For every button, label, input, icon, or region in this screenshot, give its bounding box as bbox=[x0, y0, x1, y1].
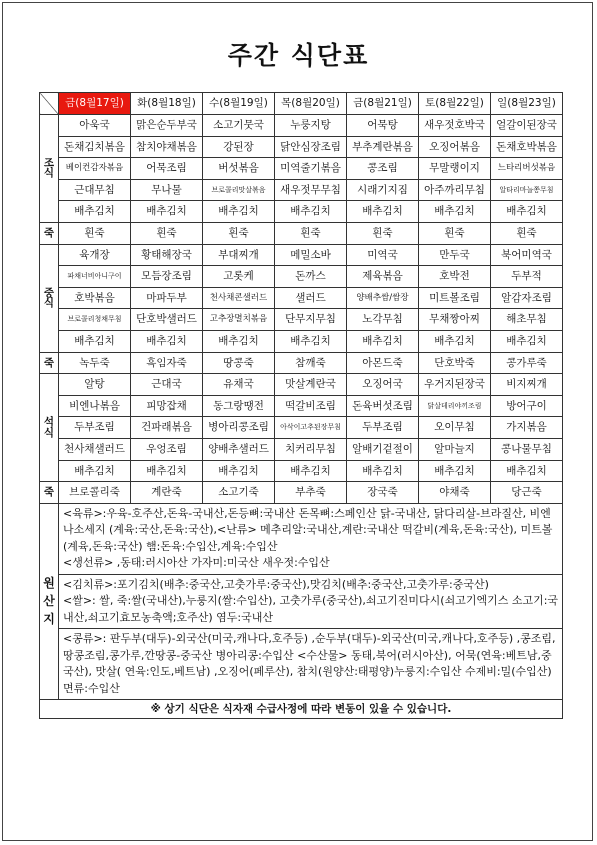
corner-diagonal-cell bbox=[40, 93, 59, 115]
menu-item: 피망잡채 bbox=[131, 395, 203, 417]
breakfast-porridge-row bbox=[40, 222, 563, 244]
menu-item: 알마늘지 bbox=[419, 438, 491, 460]
porridge-item: 흰죽 bbox=[275, 222, 347, 244]
porridge-item: 흰죽 bbox=[347, 222, 419, 244]
menu-item: 돈채호박볶음 bbox=[491, 136, 563, 158]
menu-item: 새우젓호박국 bbox=[419, 115, 491, 137]
menu-item: 만두국 bbox=[419, 244, 491, 266]
menu-item: 근대국 bbox=[131, 374, 203, 396]
origin-text bbox=[59, 503, 563, 574]
menu-item: 두부조림 bbox=[59, 417, 131, 439]
menu-item: 배추김치 bbox=[275, 201, 347, 223]
menu-item: 해초무침 bbox=[491, 309, 563, 331]
menu-item: 소고기뭇국 bbox=[203, 115, 275, 137]
menu-item: 배추김치 bbox=[347, 330, 419, 352]
porridge-item: 흰죽 bbox=[131, 222, 203, 244]
menu-item: 배추김치 bbox=[203, 201, 275, 223]
breakfast-row bbox=[40, 158, 563, 180]
menu-item: 돈육버섯조림 bbox=[347, 395, 419, 417]
menu-item: 마파두부 bbox=[131, 287, 203, 309]
porridge-item: 흰죽 bbox=[203, 222, 275, 244]
menu-item: 오이무침 bbox=[419, 417, 491, 439]
porridge-item: 아몬드죽 bbox=[347, 352, 419, 374]
menu-item: 미트볼조림 bbox=[419, 287, 491, 309]
menu-item: 미역국 bbox=[347, 244, 419, 266]
menu-item: 돈채김치볶음 bbox=[59, 136, 131, 158]
menu-item: 배추김치 bbox=[419, 201, 491, 223]
dinner-row bbox=[40, 438, 563, 460]
porridge-item: 브로콜리죽 bbox=[59, 482, 131, 504]
menu-item: 유채국 bbox=[203, 374, 275, 396]
dinner-row bbox=[40, 374, 563, 396]
menu-item: 아주까리무침 bbox=[419, 179, 491, 201]
menu-item: 버섯볶음 bbox=[203, 158, 275, 180]
menu-item: 느타리버섯볶음 bbox=[491, 158, 563, 180]
menu-item: 알배기겉절이 bbox=[347, 438, 419, 460]
origin-text bbox=[59, 629, 563, 700]
menu-item: 단호박샐러드 bbox=[131, 309, 203, 331]
menu-item: 양배추샐러드 bbox=[203, 438, 275, 460]
menu-item: 맛살계란국 bbox=[275, 374, 347, 396]
origin-label: 원 산 지 bbox=[40, 503, 59, 700]
menu-item: 파채너비아니구이 bbox=[59, 266, 131, 288]
menu-item: 아삭이고추된장무침 bbox=[275, 417, 347, 439]
lunch-row bbox=[40, 244, 563, 266]
porridge-item: 단호박죽 bbox=[419, 352, 491, 374]
menu-item: 배추김치 bbox=[59, 330, 131, 352]
porridge-item: 야채죽 bbox=[419, 482, 491, 504]
menu-item: 단무지무침 bbox=[275, 309, 347, 331]
menu-item: 노각무침 bbox=[347, 309, 419, 331]
menu-item: 동그랑땡전 bbox=[203, 395, 275, 417]
origin-line: <생선류> ,동태:러시아산 가자미:미국산 새우젓:수입산 bbox=[63, 556, 330, 570]
menu-item: 아욱국 bbox=[59, 115, 131, 137]
lunch-row bbox=[40, 309, 563, 331]
menu-item: 참치야채볶음 bbox=[131, 136, 203, 158]
day-header: 금(8월21일) bbox=[347, 93, 419, 115]
menu-item: 배추김치 bbox=[419, 460, 491, 482]
origin-line: <김치류>:포기김치(배추:중국산,고춧가루:중국산),맛김치(배추:중국산,고춧가루:중국산) bbox=[63, 577, 489, 591]
origin-text bbox=[59, 574, 563, 629]
origin-line: <콩류>: 판두부(대두)-외국산(미국,캐나다,호주등) ,순두부(대두)-외국산(미국,캐나다,호주등) ,콩조림,땅콩조림,콩가루,깐땅콩-중국산 병아리콩:수입산 <수산물> 동태,북어(러시아산), 어묵(연육:베트남,중국산), 맛살( 연육:인도,베트남) ,오징어(페루산), 참치(원양산:태평양)누룽지:수입산 수제비:밀(수입산) 면류:수입산 bbox=[63, 632, 556, 695]
menu-item: 우거지된장국 bbox=[419, 374, 491, 396]
menu-item: 양배추쌈/쌈장 bbox=[347, 287, 419, 309]
lunch-porridge-row bbox=[40, 352, 563, 374]
menu-item: 배추김치 bbox=[419, 330, 491, 352]
menu-item: 무채짱아찌 bbox=[419, 309, 491, 331]
menu-item: 비엔나볶음 bbox=[59, 395, 131, 417]
menu-item: 배추김치 bbox=[59, 201, 131, 223]
menu-item: 시래기지짐 bbox=[347, 179, 419, 201]
lunch-row bbox=[40, 287, 563, 309]
menu-item: 배추김치 bbox=[131, 460, 203, 482]
menu-item: 맑은순두부국 bbox=[131, 115, 203, 137]
porridge-item: 소고기죽 bbox=[203, 482, 275, 504]
menu-item: 샐러드 bbox=[275, 287, 347, 309]
menu-item: 두부적 bbox=[491, 266, 563, 288]
day-header-row bbox=[40, 93, 563, 115]
dinner-row bbox=[40, 417, 563, 439]
menu-item: 호박볶음 bbox=[59, 287, 131, 309]
porridge-label: 죽 bbox=[40, 482, 59, 504]
origin-row bbox=[40, 574, 563, 629]
porridge-item: 당근죽 bbox=[491, 482, 563, 504]
menu-item: 알타리마늘쫑무침 bbox=[491, 179, 563, 201]
menu-item: 배추김치 bbox=[491, 460, 563, 482]
breakfast-label: 조 식 bbox=[40, 115, 59, 223]
porridge-label: 죽 bbox=[40, 222, 59, 244]
page-title: 주간 식단표 bbox=[227, 41, 370, 70]
menu-item: 떡갈비조림 bbox=[275, 395, 347, 417]
origin-row bbox=[40, 503, 563, 574]
dinner-label: 석 식 bbox=[40, 374, 59, 482]
menu-item: 배추김치 bbox=[59, 460, 131, 482]
weekly-menu-table bbox=[39, 92, 563, 719]
notice-text: ※ 상기 식단은 식자재 수급사정에 따라 변동이 있을 수 있습니다. bbox=[40, 700, 563, 719]
menu-item: 강된장 bbox=[203, 136, 275, 158]
breakfast-row bbox=[40, 179, 563, 201]
menu-item: 배추김치 bbox=[491, 201, 563, 223]
menu-item: 우엉조림 bbox=[131, 438, 203, 460]
menu-item: 배추김치 bbox=[275, 460, 347, 482]
menu-item: 누룽지탕 bbox=[275, 115, 347, 137]
menu-item: 무말랭이지 bbox=[419, 158, 491, 180]
menu-item: 무나물 bbox=[131, 179, 203, 201]
menu-item: 치커리무침 bbox=[275, 438, 347, 460]
menu-item: 배추김치 bbox=[131, 201, 203, 223]
menu-item: 고롯케 bbox=[203, 266, 275, 288]
notice-row bbox=[40, 700, 563, 719]
menu-item: 황태해장국 bbox=[131, 244, 203, 266]
menu-item: 어묵탕 bbox=[347, 115, 419, 137]
menu-item: 배추김치 bbox=[347, 201, 419, 223]
porridge-item: 장국죽 bbox=[347, 482, 419, 504]
menu-item: 비지찌개 bbox=[491, 374, 563, 396]
menu-item: 메밀소바 bbox=[275, 244, 347, 266]
menu-item: 가지볶음 bbox=[491, 417, 563, 439]
day-header: 토(8월22일) bbox=[419, 93, 491, 115]
porridge-item: 흰죽 bbox=[491, 222, 563, 244]
breakfast-row bbox=[40, 136, 563, 158]
menu-item: 배추김치 bbox=[203, 330, 275, 352]
menu-item: 오징어볶음 bbox=[419, 136, 491, 158]
lunch-row bbox=[40, 330, 563, 352]
menu-item: 어묵조림 bbox=[131, 158, 203, 180]
dinner-row bbox=[40, 460, 563, 482]
porridge-item: 땅콩죽 bbox=[203, 352, 275, 374]
menu-item: 근대무침 bbox=[59, 179, 131, 201]
breakfast-row bbox=[40, 115, 563, 137]
day-header: 금(8월17일) bbox=[59, 93, 131, 115]
day-header: 화(8월18일) bbox=[131, 93, 203, 115]
menu-item: 콩조림 bbox=[347, 158, 419, 180]
porridge-label: 죽 bbox=[40, 352, 59, 374]
day-header: 목(8월20일) bbox=[275, 93, 347, 115]
menu-item: 새우젓무무침 bbox=[275, 179, 347, 201]
menu-item: 천사채콘샐러드 bbox=[203, 287, 275, 309]
menu-item: 브로콜리청채무침 bbox=[59, 309, 131, 331]
menu-item: 방어구이 bbox=[491, 395, 563, 417]
breakfast-row bbox=[40, 201, 563, 223]
menu-item: 미역줄기볶음 bbox=[275, 158, 347, 180]
menu-item: 얼갈이된장국 bbox=[491, 115, 563, 137]
menu-item: 배추김치 bbox=[275, 330, 347, 352]
lunch-label: 중 식 bbox=[40, 244, 59, 352]
menu-item: 배추김치 bbox=[491, 330, 563, 352]
porridge-item: 콩가루죽 bbox=[491, 352, 563, 374]
dinner-row bbox=[40, 395, 563, 417]
menu-item: 두부조림 bbox=[347, 417, 419, 439]
menu-item: 돈까스 bbox=[275, 266, 347, 288]
menu-item: 콩나물무침 bbox=[491, 438, 563, 460]
porridge-item: 계란죽 bbox=[131, 482, 203, 504]
porridge-item: 녹두죽 bbox=[59, 352, 131, 374]
porridge-item: 흑임자죽 bbox=[131, 352, 203, 374]
menu-item: 고추장멸치볶음 bbox=[203, 309, 275, 331]
porridge-item: 부추죽 bbox=[275, 482, 347, 504]
menu-item: 배추김치 bbox=[203, 460, 275, 482]
origin-line: <쌀>: 쌀, 죽:쌀(국내산),누룽지(쌀:수입산), 고춧가루(중국산),쇠고기진미다시(쇠고기엑기스 소고기:국내산,쇠고기효모농축액;호주산) 염두:국내산 bbox=[63, 594, 559, 624]
menu-item: 건파래볶음 bbox=[131, 417, 203, 439]
day-header: 수(8월19일) bbox=[203, 93, 275, 115]
porridge-item: 흰죽 bbox=[59, 222, 131, 244]
menu-item: 알감자조림 bbox=[491, 287, 563, 309]
menu-item: 모듬장조림 bbox=[131, 266, 203, 288]
origin-line: <육류>:우육-호주산,돈육-국내산,돈등뼈:국내산 돈목뼈:스페인산 닭-국내산, 닭다리살-브라질산, 비엔나소세지 (계육:국산,돈육:국산),<난류> 메추리알:국내산,계란:국내산 떡갈비(계육,돈육:국산), 미트볼(계육,돈육:국산) 햄:돈육:수입산,계육:수입산 bbox=[63, 506, 553, 553]
porridge-item: 참깨죽 bbox=[275, 352, 347, 374]
menu-item: 알탕 bbox=[59, 374, 131, 396]
menu-item: 병아리콩조림 bbox=[203, 417, 275, 439]
menu-item: 닭안심장조림 bbox=[275, 136, 347, 158]
menu-item: 배추김치 bbox=[131, 330, 203, 352]
menu-item: 육개장 bbox=[59, 244, 131, 266]
lunch-row bbox=[40, 266, 563, 288]
menu-item: 호박전 bbox=[419, 266, 491, 288]
origin-row bbox=[40, 629, 563, 700]
menu-item: 닭살데리야끼조림 bbox=[419, 395, 491, 417]
day-header: 일(8월23일) bbox=[491, 93, 563, 115]
menu-item: 부대찌개 bbox=[203, 244, 275, 266]
menu-item: 북어미역국 bbox=[491, 244, 563, 266]
menu-item: 부추계란볶음 bbox=[347, 136, 419, 158]
menu-item: 천사채샐러드 bbox=[59, 438, 131, 460]
menu-item: 브로콜리맛살볶음 bbox=[203, 179, 275, 201]
menu-item: 오징어국 bbox=[347, 374, 419, 396]
menu-item: 제육볶음 bbox=[347, 266, 419, 288]
menu-item: 배추김치 bbox=[347, 460, 419, 482]
dinner-porridge-row bbox=[40, 482, 563, 504]
menu-item: 베이컨감자볶음 bbox=[59, 158, 131, 180]
porridge-item: 흰죽 bbox=[419, 222, 491, 244]
